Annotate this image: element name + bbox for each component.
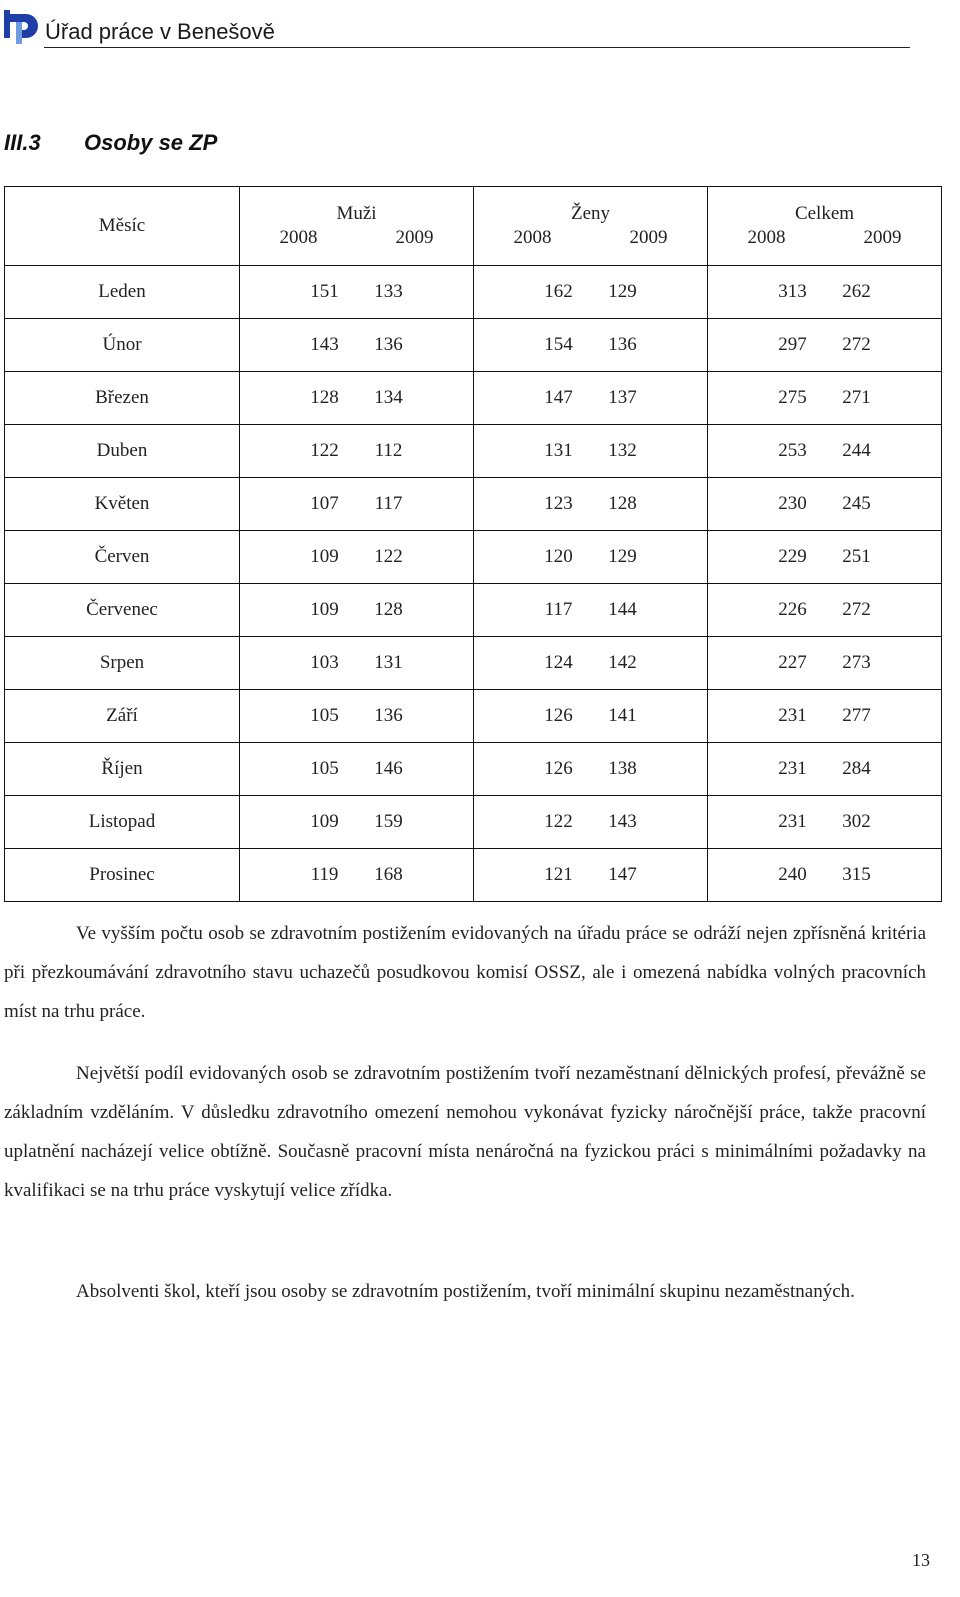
value-cell [474,849,708,902]
value-2009: 129 [608,546,637,567]
paragraph-1 [4,914,926,1031]
paragraph-text: Ve vyšším počtu osob se zdravotním postižením evidovaných na úřadu práce se odráží nejen zpřísněná kritéria při přezkoumávání zdravotního stavu uchazečů posudkovou komisí OSSZ, ale i omezená nabídka volných pracovních míst na trhu práce. [4,923,926,1022]
month-cell: Srpen [5,637,240,690]
month-cell: Prosinec [5,849,240,902]
value-2009: 277 [842,705,871,726]
value-2009: 302 [842,811,871,832]
value-cell [474,372,708,425]
value-2008: 122 [544,811,573,832]
value-2008: 122 [310,440,339,461]
value-2008: 128 [310,387,339,408]
table-row [5,690,942,743]
value-2008: 240 [778,864,807,885]
value-2008: 119 [310,864,339,885]
group-label: Muži [336,203,377,224]
value-2009: 133 [374,281,403,302]
value-2009: 136 [374,705,403,726]
value-2008: 120 [544,546,573,567]
page-number: 13 [912,1550,930,1570]
value-2008: 121 [544,864,573,885]
group-header-muzi [240,187,474,266]
paragraph-text: Absolventi škol, kteří jsou osoby se zdravotním postižením, tvoří minimální skupinu nezaměstnaných. [76,1281,855,1302]
section-number: III.3 [4,130,41,155]
value-2008: 313 [778,281,807,302]
value-2009: 146 [374,758,403,779]
value-cell [708,319,942,372]
value-2008: 230 [778,493,807,514]
value-cell [708,425,942,478]
value-2009: 262 [842,281,871,302]
paragraph-3 [4,1272,926,1311]
value-cell [474,796,708,849]
value-cell [474,637,708,690]
value-2009: 128 [608,493,637,514]
year-label: 2008 [747,227,786,248]
value-2008: 126 [544,705,573,726]
value-cell [240,690,474,743]
paragraph-2 [4,1054,926,1210]
value-2008: 109 [310,599,339,620]
value-cell [240,531,474,584]
value-cell [708,690,942,743]
value-2009: 284 [842,758,871,779]
value-cell [708,266,942,319]
table-header-row [5,187,942,266]
value-cell [240,478,474,531]
section-title: Osoby se ZP [84,130,218,155]
value-2009: 245 [842,493,871,514]
value-2009: 128 [374,599,403,620]
paragraph-text: Největší podíl evidovaných osob se zdravotním postižením tvoří nezaměstnaní dělnických profesí, převážně se základním vzděláním. V důsledku zdravotního omezení nemohou vykonávat fyzicky náročnější práce, takže pracovní uplatnění nacházejí velice obtížně. Současně pracovní místa nenáročná na fyzickou práci s minimálními požadavky na kvalifikaci se na trhu práce vyskytují velice zřídka. [4,1063,926,1201]
value-2008: 117 [544,599,573,620]
value-2009: 137 [608,387,637,408]
value-cell [708,531,942,584]
value-2009: 131 [374,652,403,673]
value-2008: 253 [778,440,807,461]
value-2009: 273 [842,652,871,673]
month-cell: Leden [5,266,240,319]
month-cell: Listopad [5,796,240,849]
value-cell [474,478,708,531]
value-2008: 231 [778,705,807,726]
value-2009: 143 [608,811,637,832]
value-cell [474,531,708,584]
value-cell [708,796,942,849]
table-row [5,531,942,584]
value-2009: 134 [374,387,403,408]
value-2008: 151 [310,281,339,302]
value-2009: 136 [374,334,403,355]
value-cell [240,319,474,372]
value-cell [708,743,942,796]
table-row [5,637,942,690]
value-cell [474,425,708,478]
value-2008: 229 [778,546,807,567]
value-2008: 143 [310,334,339,355]
year-label: 2008 [513,227,552,248]
value-2008: 126 [544,758,573,779]
value-2009: 272 [842,334,871,355]
table-row [5,796,942,849]
value-cell [474,690,708,743]
value-cell [708,372,942,425]
value-cell [474,319,708,372]
month-cell: Červenec [5,584,240,637]
value-2009: 112 [374,440,403,461]
value-2009: 136 [608,334,637,355]
value-cell [240,849,474,902]
value-2008: 162 [544,281,573,302]
data-table [4,186,942,902]
value-cell [240,796,474,849]
year-label: 2009 [395,227,434,248]
value-2008: 103 [310,652,339,673]
value-cell [240,584,474,637]
value-2008: 231 [778,811,807,832]
value-cell [240,637,474,690]
value-2008: 105 [310,758,339,779]
value-2008: 109 [310,546,339,567]
value-cell [474,743,708,796]
table-row [5,849,942,902]
section-heading [4,130,217,156]
value-2008: 275 [778,387,807,408]
year-label: 2009 [629,227,668,248]
value-cell [708,584,942,637]
value-2008: 147 [544,387,573,408]
month-header: Měsíc [5,187,240,266]
value-2008: 154 [544,334,573,355]
month-cell: Září [5,690,240,743]
table-row [5,266,942,319]
value-cell [474,584,708,637]
year-label: 2009 [863,227,902,248]
value-cell [474,266,708,319]
value-cell [708,849,942,902]
value-2008: 123 [544,493,573,514]
value-2008: 107 [310,493,339,514]
header-rule [44,47,910,48]
month-cell: Březen [5,372,240,425]
value-2009: 138 [608,758,637,779]
value-cell [708,478,942,531]
value-cell [240,743,474,796]
value-cell [240,372,474,425]
value-2008: 226 [778,599,807,620]
group-label: Celkem [794,203,855,224]
value-2009: 244 [842,440,871,461]
table-row [5,478,942,531]
value-2009: 251 [842,546,871,567]
value-2009: 159 [374,811,403,832]
value-2009: 144 [608,599,637,620]
value-2008: 231 [778,758,807,779]
table-row [5,743,942,796]
year-label: 2008 [279,227,318,248]
value-2008: 109 [310,811,339,832]
month-cell: Říjen [5,743,240,796]
value-2009: 272 [842,599,871,620]
value-2009: 122 [374,546,403,567]
up-logo-icon [4,10,40,44]
group-header-celkem [708,187,942,266]
table-row [5,372,942,425]
value-cell [708,637,942,690]
table-row [5,425,942,478]
value-2009: 141 [608,705,637,726]
header-title: Úřad práce v Benešově [45,19,275,44]
page-header [4,10,910,50]
table-row [5,319,942,372]
value-2008: 105 [310,705,339,726]
value-2008: 297 [778,334,807,355]
month-cell: Květen [5,478,240,531]
group-header-zeny [474,187,708,266]
group-label: Ženy [570,203,611,224]
value-2009: 147 [608,864,637,885]
value-2009: 117 [374,493,403,514]
value-2008: 124 [544,652,573,673]
value-2009: 168 [374,864,403,885]
value-2008: 131 [544,440,573,461]
month-cell: Duben [5,425,240,478]
value-2009: 142 [608,652,637,673]
value-cell [240,266,474,319]
value-2009: 271 [842,387,871,408]
month-cell: Červen [5,531,240,584]
month-cell: Únor [5,319,240,372]
table-row [5,584,942,637]
value-2009: 129 [608,281,637,302]
value-cell [240,425,474,478]
value-2008: 227 [778,652,807,673]
value-2009: 132 [608,440,637,461]
value-2009: 315 [842,864,871,885]
